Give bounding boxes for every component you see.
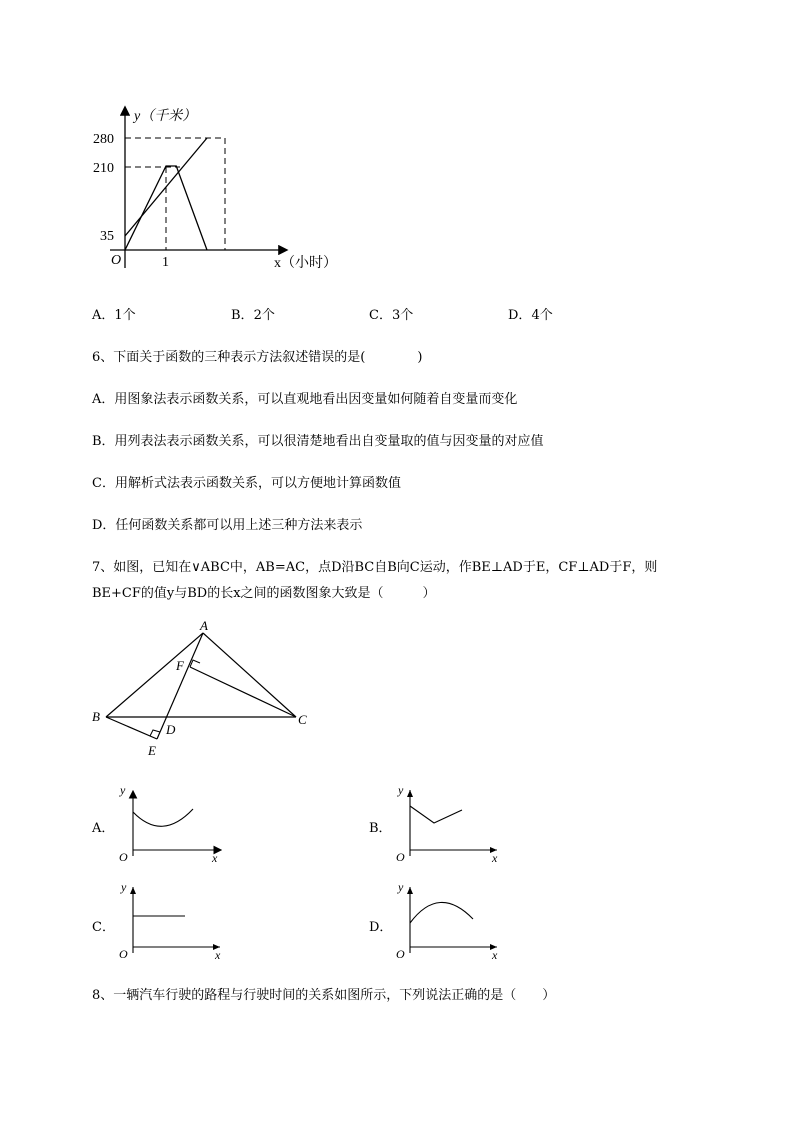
x-tick-1: 1	[162, 255, 169, 270]
q5-option-b[interactable]	[231, 304, 275, 323]
curve-arch	[410, 902, 473, 923]
q7-choice-a-graph[interactable]	[112, 782, 232, 864]
origin-label: O	[119, 947, 128, 961]
option-label: A．	[92, 308, 115, 323]
option-text: 3个	[391, 308, 414, 323]
right-angle-f	[190, 660, 200, 667]
segment-be	[106, 717, 157, 739]
q5-option-c[interactable]	[369, 304, 413, 323]
x-label: x	[215, 948, 221, 961]
y-arrow	[130, 887, 136, 894]
q7-choice-c-label[interactable]: C．	[92, 920, 115, 935]
y-label: y	[120, 783, 126, 797]
q7-choice-c-graph[interactable]	[112, 879, 232, 961]
q6-option-a[interactable]: A．用图象法表示函数关系，可以直观地看出因变量如何随着自变量而变化	[92, 392, 518, 407]
y-tick-35: 35	[100, 229, 114, 244]
q7-choice-d-label[interactable]: D．	[369, 920, 393, 935]
x-label: x	[212, 851, 218, 864]
label-c: C	[298, 712, 307, 727]
y-arrow	[407, 790, 413, 797]
q6-stem: 6、下面关于函数的三种表示方法叙述错误的是( )	[92, 350, 423, 365]
q6-option-b[interactable]: B．用列表法表示函数关系，可以很清楚地看出自变量取的值与因变量的对应值	[92, 434, 544, 449]
option-text: 1个	[114, 308, 136, 323]
y-label: y	[121, 880, 127, 894]
origin-label: O	[396, 850, 405, 864]
side-ac	[203, 633, 296, 717]
option-text: 2个	[253, 308, 275, 323]
option-text: 4个	[531, 308, 553, 323]
label-d: D	[166, 722, 176, 737]
origin-label: O	[111, 253, 122, 268]
q6-option-c[interactable]: C．用解析式法表示函数关系，可以方便地计算函数值	[92, 476, 401, 491]
y-arrow	[407, 887, 413, 894]
label-f: F	[176, 658, 184, 673]
x-label: x	[492, 851, 498, 864]
x-axis-label: x（小时）	[274, 256, 337, 271]
q7-choice-a-label[interactable]: A．	[92, 821, 115, 836]
q7-choice-d-graph[interactable]	[389, 879, 509, 961]
distance-time-graph	[88, 100, 368, 280]
label-e: E	[148, 743, 156, 758]
option-label: B．	[231, 308, 254, 323]
curve-v	[410, 806, 462, 823]
x-label: x	[492, 948, 498, 961]
y-label: y	[398, 783, 404, 797]
q7-stem-line2: BE+CF的值y与BD的长x之间的函数图象大致是（ ）	[92, 586, 436, 601]
origin-label: O	[119, 850, 128, 864]
segment-ad	[157, 633, 203, 739]
y-axis-label: y（千米）	[134, 109, 197, 124]
q7-stem-line1: 7、如图，已知在∨ABC中，AB=AC，点D沿BC自B向C运动，作BE⊥AD于E，CF⊥AD于F，则	[92, 560, 658, 575]
q5-option-a[interactable]	[92, 304, 136, 323]
q7-choice-b-label[interactable]: B．	[369, 821, 392, 836]
label-b: B	[92, 709, 100, 724]
curve-u	[133, 809, 193, 826]
q7-choice-b-graph[interactable]	[389, 782, 509, 864]
q5-option-d[interactable]	[508, 304, 553, 323]
segment-cf	[190, 667, 296, 717]
y-tick-210: 210	[93, 161, 114, 176]
triangle-figure	[86, 620, 316, 760]
origin-label: O	[396, 947, 405, 961]
y-label: y	[398, 880, 404, 894]
y-tick-280: 280	[93, 132, 114, 147]
option-label: C．	[369, 308, 392, 323]
side-ab	[106, 633, 203, 717]
q6-option-d[interactable]: D．任何函数关系都可以用上述三种方法来表示	[92, 518, 363, 533]
label-a: A	[200, 620, 208, 633]
option-label: D．	[508, 308, 532, 323]
q8-stem: 8、一辆汽车行驶的路程与行驶时间的关系如图所示，下列说法正确的是（ ）	[92, 988, 556, 1003]
